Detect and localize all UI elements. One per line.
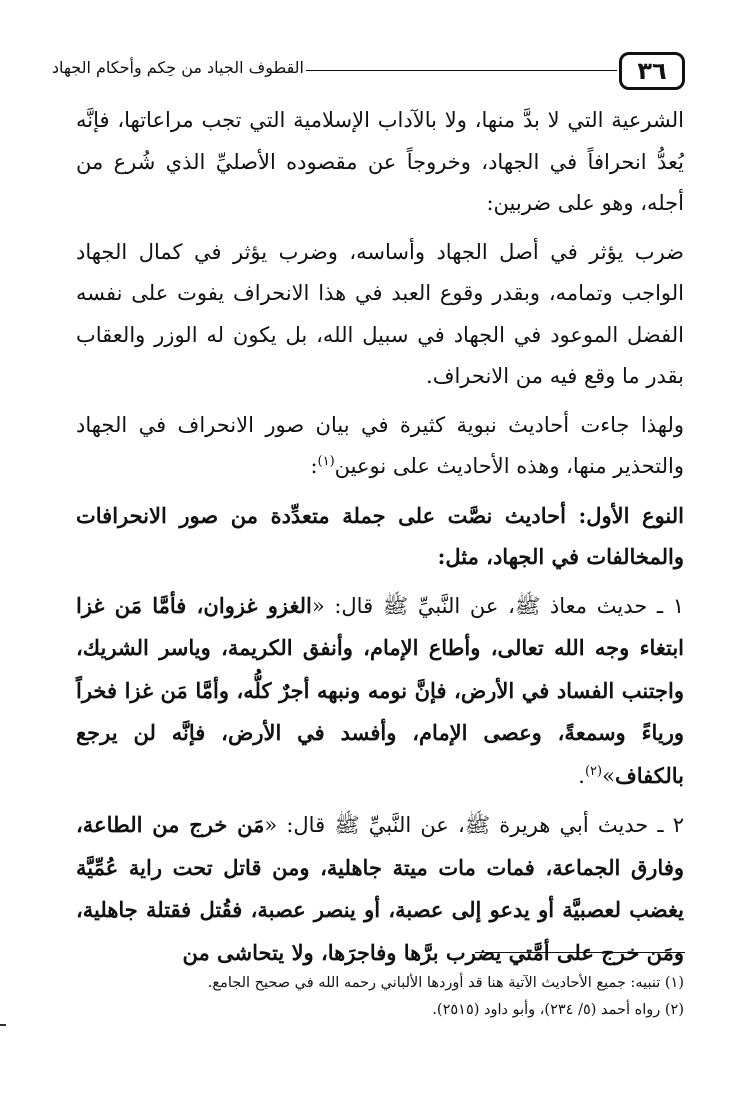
paragraph-3-end: : [310,454,318,478]
running-title: القطوف الجياد من حِكم وأحكام الجهاد [51,58,304,77]
hadith-2-intro: ٢ ـ حديث أبي هريرة ﷺ، عن النَّبيِّ ﷺ قال: « [264,813,685,837]
running-header [51,52,685,92]
header-rule [306,70,617,71]
paragraph-2: ضرب يؤثر في أصل الجهاد وأساسه، وضرب يؤثر في كمال الجهاد الواجب وتمامه، وبقدر وقوع العبد في هذا الانحراف يفوت على نفسه الفضل الموعود في الجهاد في سبيل الله، بل يكون له الوزر والعقاب بقدر ما وقع فيه من الانحراف. [76,239,684,388]
paragraph-3 [76,405,684,488]
footnote-1: (١) تنبيه: جميع الأحاديث الآتية هنا قد أوردها الألباني رحمه الله في صحيح الجامع. [207,975,684,991]
hadith-2-text: مَن خرج من الطاعة، وفارق الجماعة، فمات مات ميتة جاهلية، ومن قاتل تحت راية عُمِّيَّة يغضب لعصبيَّة أو يدعو إلى عصبة، أو ينصر عصبة، فقُتل فقتلة جاهلية، ومَن خرج على أمَّتي يضرب برَّها وفاجرَها، ولا يتحاشى من [76,812,684,965]
hadith-1-text: الغزو غزوان، فأمَّا مَن غزا ابتغاء وجه الله تعالى، وأطاع الإمام، وأنفق الكريمة، وياسر الشريك، واجتنب الفساد في الأرض، فإنَّ نومه ونبهه أجرٌ كلُّه، وأمَّا مَن غزا فخراً ورياءً وسمعةً، وعصى الإمام، وأفسد في الأرض، فإنَّه لن يرجع بالكفاف [76,592,684,788]
scan-edge-mark [0,1024,6,1026]
hadith-1 [76,585,684,798]
footnote-ref-1[interactable]: (١) [317,454,335,469]
section-heading-type-one: النوع الأول: أحاديث نصَّت على جملة متعدِّدة من صور الانحرافات والمخالفات في الجهاد، مثل: [76,502,684,569]
hadith-1-close: » [602,763,615,788]
page-number: ٣٦ [619,52,685,90]
paragraph-3-text: ولهذا جاءت أحاديث نبوية كثيرة في بيان صور الانحراف في الجهاد والتحذير منها، وهذه الأحاديث على نوعين [76,412,684,478]
footnote-2: (٢) رواه أحمد (٥/ ٢٣٤)، وأبو داود (٢٥١٥). [432,1002,684,1018]
hadith-1-intro: ١ ـ حديث معاذ ﷺ، عن النَّبيِّ ﷺ قال: « [311,593,684,618]
body-text [76,100,684,981]
footnotes [76,970,684,1024]
paragraph-1: الشرعية التي لا بدَّ منها، ولا بالآداب الإسلامية التي تجب مراعاتها، فإنَّه يُعدُّ انحرافاً في الجهاد، وخروجاً عن مقصوده الأصليِّ الذي شُرع من أجله، وهو على ضربين: [76,108,684,215]
hadith-2 [76,804,684,974]
footnote-rule [475,952,685,953]
footnote-ref-2[interactable]: (٢) [584,763,603,779]
hadith-1-end: . [578,763,585,788]
